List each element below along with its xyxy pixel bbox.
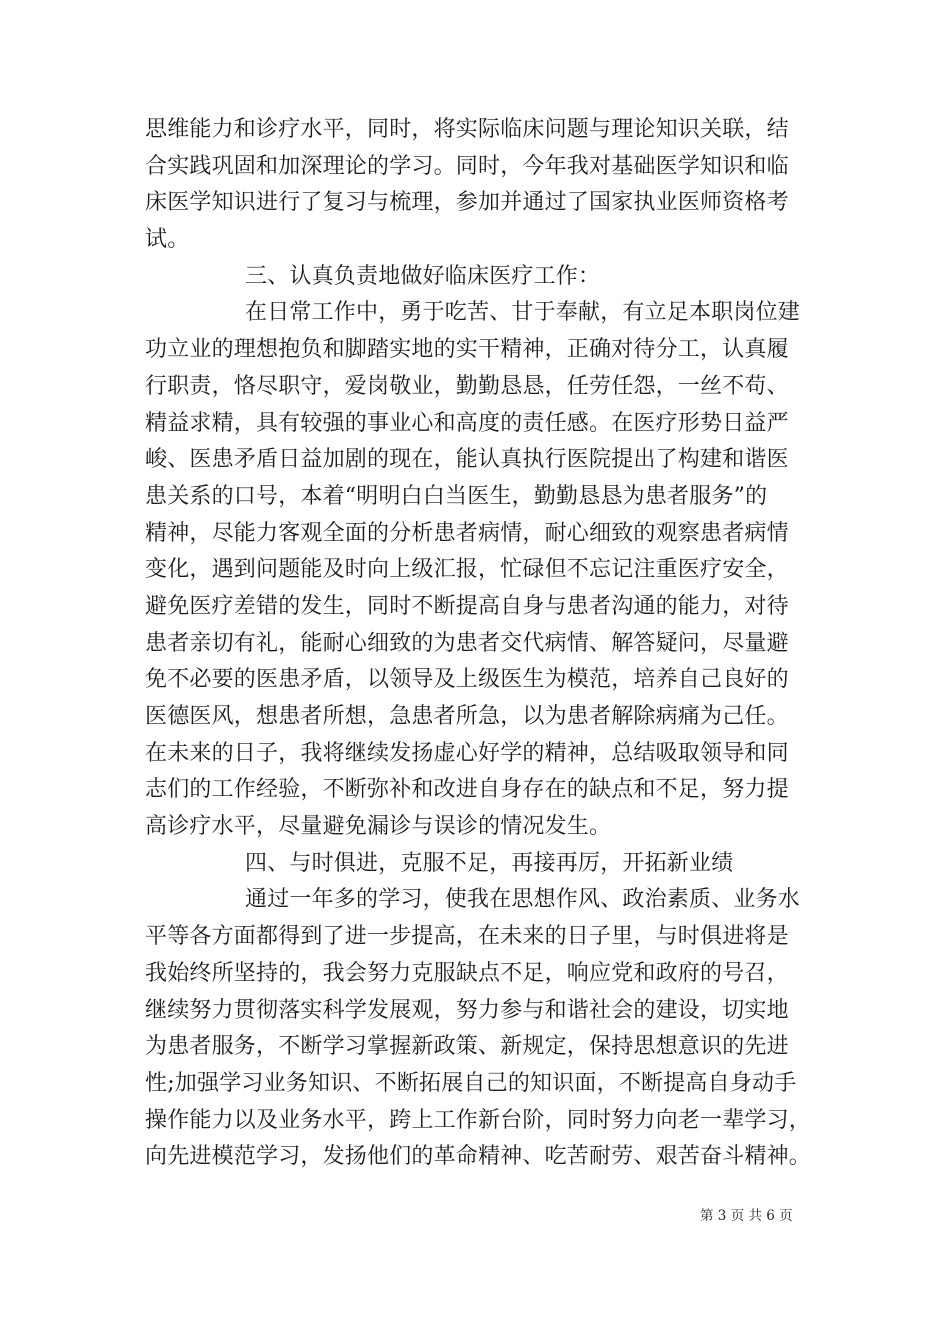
text-line: 功立业的理想抱负和脚踏实地的实干精神，正确对待分工，认真履 [145,337,789,363]
footer-prefix: 第 [700,1208,714,1224]
text-line: 在日常工作中，勇于吃苦、甘于奉献，有立足本职岗位建 [245,300,801,326]
footer-suffix: 页 [779,1208,793,1224]
text-line: 精益求精，具有较强的事业心和高度的责任感。在医疗形势日益严 [145,410,789,436]
text-line: 峻、医患矛盾日益加剧的现在，能认真执行医院提出了构建和谐医 [145,447,789,473]
section-heading: 三、认真负责地做好临床医疗工作： [245,263,601,289]
text-line: 通过一年多的学习，使我在思想作风、政治素质、业务水 [245,887,801,913]
text-line: 医德医风，想患者所想，急患者所急，以为患者解除病痛为己任。 [145,704,789,729]
footer-total-pages: 6 [766,1208,775,1224]
text-line: 行职责，恪尽职守，爱岗敬业，勤勤恳恳，任劳任怨，一丝不苟、 [145,373,789,399]
text-line: 患者亲切有礼，能耐心细致的为患者交代病情、解答疑问，尽量避 [145,630,789,656]
text-line: 在未来的日子，我将继续发扬虚心好学的精神，总结吸取领导和同 [145,740,789,766]
text-line: 志们的工作经验，不断弥补和改进自身存在的缺点和不足，努力提 [145,777,789,803]
text-line: 我始终所坚持的，我会努力克服缺点不足，响应党和政府的号召， [145,960,789,986]
footer-current-page: 3 [717,1208,727,1224]
text-line: 床医学知识进行了复习与梳理，参加并通过了国家执业医师资格考 [145,190,789,216]
text-line: 试。 [145,227,190,253]
text-line: 向先进模范学习，发扬他们的革命精神、吃苦耐劳、艰苦奋斗精神。 [145,1144,812,1170]
footer-middle: 页 共 [730,1208,762,1224]
text-line: 免不必要的医患矛盾，以领导及上级医生为模范，培养自己良好的 [145,667,789,693]
page-footer [700,1204,830,1224]
text-line: 变化，遇到问题能及时向上级汇报，忙碌但不忘记注重医疗安全， [145,557,789,583]
text-line: 为患者服务，不断学习掌握新政策、新规定，保持思想意识的先进 [145,1034,789,1060]
text-line: 继续努力贯彻落实科学发展观，努力参与和谐社会的建设，切实地 [145,997,789,1023]
text-line: 合实践巩固和加深理论的学习。同时，今年我对基础医学知识和临 [145,153,789,179]
document-body [145,112,825,1176]
text-line: 避免医疗差错的发生，同时不断提高自身与患者沟通的能力，对待 [145,593,789,619]
text-line: 高诊疗水平，尽量避免漏诊与误诊的情况发生。 [145,814,612,840]
text-line: 性;加强学习业务知识、不断拓展自己的知识面，不断提高自身动手 [145,1070,797,1096]
text-line: 思维能力和诊疗水平，同时，将实际临床问题与理论知识关联，结 [145,117,789,142]
text-line: 患关系的口号，本着“明明白白当医生，勤勤恳恳为患者服务”的 [145,483,768,509]
text-line: 精神，尽能力客观全面的分析患者病情，耐心细致的观察患者病情 [145,520,789,546]
text-line: 平等各方面都得到了进一步提高，在未来的日子里，与时俱进将是 [145,924,789,950]
text-line: 操作能力以及业务水平，跨上工作新台阶，同时努力向老一辈学习， [145,1107,812,1133]
section-heading: 四、与时俱进，克服不足，再接再厉，开拓新业绩 [245,850,734,876]
